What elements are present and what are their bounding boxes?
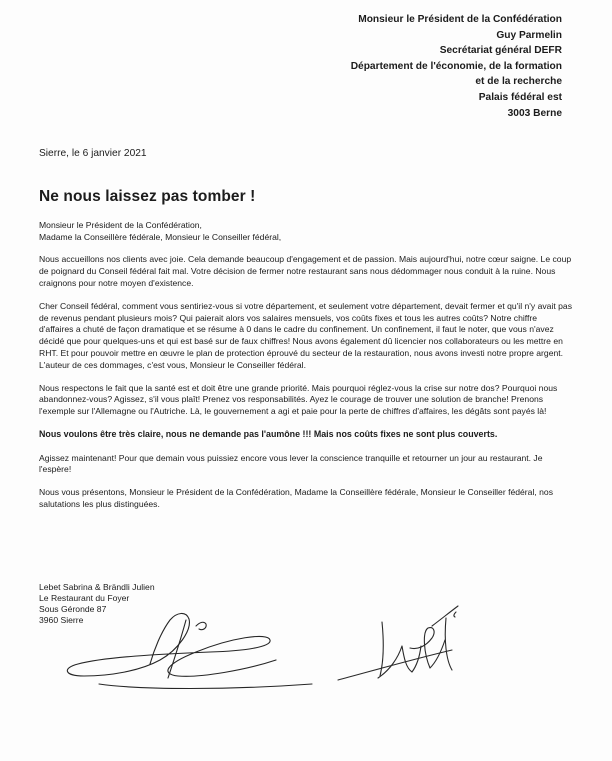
sender-address: [39, 582, 155, 626]
recipient-line: Département de l'économie, de la formation: [350, 60, 562, 72]
sender-line: 3960 Sierre: [39, 615, 84, 625]
paragraph-emphasis: Nous voulons être très claire, nous ne demande pas l'aumône !!! Mais nos coûts fixes ne sont plus couverts.: [39, 429, 498, 440]
paragraph-closing: Nous vous présentons, Monsieur le Président de la Confédération, Madame la Conseillère fédérale, Monsieur le Conseiller fédéral, nos salutations les plus distinguées.: [39, 487, 553, 510]
paragraph: Nous respectons le fait que la santé est et doit être une grande priorité. Mais pourquoi réglez-vous la crise sur notre dos? Pourquoi nous abandonnez-vous? Agissez, s'il vous plaît! Prenez vos responsabilités. Ayez le courage de trouver une solution de branche! Prenons l'exemple sur l'Allemagne ou l'Autriche. Là, le gouvernement a agi et paie pour la perte de chiffres d'affaires, les dégâts sont payés là!: [39, 382, 558, 417]
sender-line: Le Restaurant du Foyer: [39, 593, 130, 603]
paragraph: Agissez maintenant! Pour que demain vous puissiez encore vous lever la conscience tranquille et retourner un jour au restaurant. Je l'espère!: [39, 452, 543, 475]
recipient-address: [262, 12, 562, 121]
sender-line: Lebet Sabrina & Brändli Julien: [39, 582, 155, 592]
salutation-line: Monsieur le Président de la Confédération,: [39, 220, 202, 230]
letter-date: Sierre, le 6 janvier 2021: [39, 148, 147, 159]
signature-right: [338, 606, 458, 680]
recipient-line: Palais fédéral est: [478, 91, 562, 103]
salutation: [39, 220, 573, 243]
letter-body: [39, 220, 573, 522]
recipient-line: Secrétariat général DEFR: [439, 45, 562, 57]
salutation-line: Madame la Conseillère fédérale, Monsieur le Conseiller fédéral,: [39, 231, 282, 242]
paragraph: Nous accueillons nos clients avec joie. Cela demande beaucoup d'engagement et de passion. Mais aujourd'hui, notre cœur saigne. Le coup de poignard du Conseil fédéral fait mal. Votre décision de fermer notre restaurant sans nous dédommager nous conduit à la ruine. Nous craignons pour notre moyen d'existence.: [39, 254, 572, 288]
recipient-line: 3003 Berne: [507, 107, 562, 119]
recipient-line: Guy Parmelin: [496, 29, 562, 41]
paragraph: Cher Conseil fédéral, comment vous sentiriez-vous si votre département, et seulement votre département, devait fermer et qu'il n'y avait pas de revenus pendant plusieurs mois? Qui paierait alors vos salaires mensuels, vos coûts fixes et tous les autres coûts? Notre chiffre d'affaires a chuté de façon dramatique et se résume à 0 dans le cadre du confinement. Un confinement, il faut le noter, que vous n'avez décidé que pour quelques-uns et qui est basé sur de faux chiffres! Nous avons également dû licencier nos collaborateurs ou les mettre en RHT. Et pour pouvoir mettre en œuvre le plan de protection éprouvé du secteur de la restauration, nous avons investi notre propre argent. L'auteur de ces dommages, c'est vous, Monsieur le Conseiller fédéral.: [39, 301, 573, 370]
recipient-line: Monsieur le Président de la Confédération: [358, 14, 562, 25]
recipient-line: et de la recherche: [475, 76, 562, 88]
letter-title: Ne nous laissez pas tomber !: [39, 188, 256, 205]
sender-line: Sous Géronde 87: [39, 604, 107, 614]
